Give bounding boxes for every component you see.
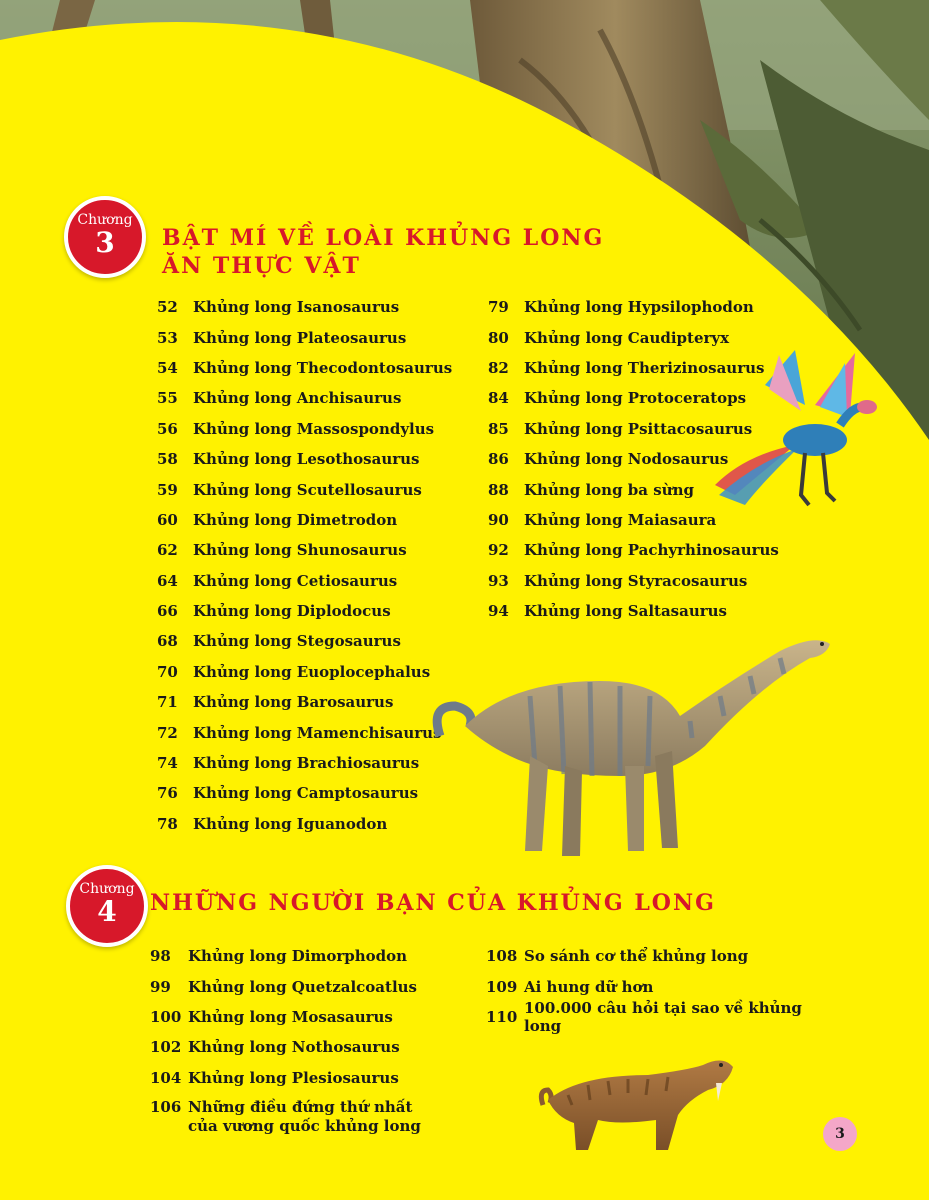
toc-page-number: 100 <box>150 1007 182 1026</box>
chapter-3-title-line2: ĂN THỰC VẬT <box>162 253 361 279</box>
toc-page-number: 82 <box>488 358 509 377</box>
toc-entry-title: Khủng long ba sừng <box>524 480 694 499</box>
toc-page-number: 99 <box>150 977 171 996</box>
toc-entry-title <box>188 1098 450 1136</box>
toc-page-number: 59 <box>157 480 178 499</box>
toc-entry-title: Khủng long Barosaurus <box>193 693 394 712</box>
toc-entry-title: Khủng long Nodosaurus <box>524 450 729 469</box>
toc-page-number: 55 <box>157 389 178 408</box>
toc-entry[interactable] <box>488 596 788 626</box>
toc-entry[interactable] <box>486 941 806 971</box>
toc-entry-title: Khủng long Brachiosaurus <box>193 754 420 773</box>
toc-page-number: 66 <box>157 602 178 621</box>
toc-entry-title: Khủng long Shunosaurus <box>193 541 407 560</box>
toc-entry-title: Khủng long Dimetrodon <box>193 510 398 529</box>
toc-entry-title: Khủng long Mosasaurus <box>188 1007 393 1026</box>
toc-entry-title: Khủng long Maiasaura <box>524 510 717 529</box>
chapter-3-badge-word: Chương <box>77 212 133 228</box>
toc-page-number: 80 <box>488 328 509 347</box>
toc-page-number: 88 <box>488 480 509 499</box>
toc-entry[interactable] <box>157 657 457 687</box>
toc-page-number: 104 <box>150 1068 182 1087</box>
chapter-4-badge-word: Chương <box>79 881 135 897</box>
toc-entry[interactable] <box>157 322 457 352</box>
toc-entry-title: Khủng long Diplodocus <box>193 602 391 621</box>
toc-page-number: 84 <box>488 389 509 408</box>
toc-entry-title: Khủng long Therizinosaurus <box>524 358 765 377</box>
toc-entry-title: Khủng long Caudipteryx <box>524 328 730 347</box>
toc-page-number: 60 <box>157 510 178 529</box>
toc-entry[interactable] <box>157 353 457 383</box>
toc-entry-title: Khủng long Anchisaurus <box>193 389 402 408</box>
toc-entry-title: Khủng long Camptosaurus <box>193 784 419 803</box>
toc-entry[interactable] <box>157 717 457 747</box>
chapter-3-badge-number: 3 <box>95 226 115 259</box>
toc-entry-title: Khủng long Cetiosaurus <box>193 571 398 590</box>
toc-page-number: 74 <box>157 754 178 773</box>
toc-entry[interactable] <box>157 687 457 717</box>
toc-entry-title: Khủng long Isanosaurus <box>193 298 400 317</box>
toc-entry-title: Khủng long Iguanodon <box>193 814 388 833</box>
toc-page-number: 90 <box>488 510 509 529</box>
toc-page-number: 54 <box>157 358 178 377</box>
toc-page-number: 68 <box>157 632 178 651</box>
toc-entry[interactable] <box>157 748 457 778</box>
chapter-4-left-list <box>150 941 450 1136</box>
toc-entry-title: Khủng long Pachyrhinosaurus <box>524 541 779 560</box>
toc-page-number: 52 <box>157 298 178 317</box>
toc-entry-title: Khủng long Stegosaurus <box>193 632 401 651</box>
toc-entry-title: Khủng long Euoplocephalus <box>193 662 431 681</box>
toc-page-number: 94 <box>488 602 509 621</box>
toc-entry-title: Khủng long Quetzalcoatlus <box>188 977 417 996</box>
toc-entry[interactable] <box>486 998 806 1035</box>
toc-page-number: 56 <box>157 419 178 438</box>
toc-entry[interactable] <box>157 596 457 626</box>
toc-page-number: 106 <box>150 1097 182 1116</box>
toc-entry-title: Khủng long Protoceratops <box>524 389 747 408</box>
toc-entry[interactable] <box>157 414 457 444</box>
toc-page-number: 102 <box>150 1038 182 1057</box>
toc-entry-title: Ai hung dữ hơn <box>524 977 654 996</box>
toc-page-number: 53 <box>157 328 178 347</box>
toc-entry[interactable] <box>157 383 457 413</box>
toc-entry-title: So sánh cơ thể khủng long <box>524 947 749 966</box>
toc-entry[interactable] <box>488 292 788 322</box>
toc-page-number: 92 <box>488 541 509 560</box>
toc-entry[interactable] <box>486 971 806 1001</box>
toc-entry[interactable] <box>157 566 457 596</box>
toc-entry[interactable] <box>488 535 788 565</box>
toc-page-number: 98 <box>150 947 171 966</box>
toc-entry-title: Khủng long Plateosaurus <box>193 328 407 347</box>
toc-entry[interactable] <box>150 1032 450 1062</box>
toc-entry-title-line1: Những điều đứng thứ nhất <box>188 1097 413 1116</box>
toc-page-number: 79 <box>488 298 509 317</box>
toc-page-number: 70 <box>157 662 178 681</box>
toc-entry[interactable] <box>150 971 450 1001</box>
toc-entry-title: Khủng long Hypsilophodon <box>524 298 754 317</box>
toc-entry-title: Khủng long Lesothosaurus <box>193 450 420 469</box>
toc-entry[interactable] <box>150 1063 450 1093</box>
chapter-4-right-list <box>486 941 806 1035</box>
toc-entry[interactable] <box>157 535 457 565</box>
toc-entry[interactable] <box>157 505 457 535</box>
toc-entry-title: Khủng long Scutellosaurus <box>193 480 422 499</box>
toc-entry-title: Khủng long Psittacosaurus <box>524 419 753 438</box>
chapter-4-badge-number: 4 <box>97 895 117 928</box>
chapter-3-badge <box>64 196 146 278</box>
chapter-3-title-line1: BẬT MÍ VỀ LOÀI KHỦNG LONG <box>162 225 605 251</box>
chapter-3-title <box>162 224 604 280</box>
toc-entry-title: Khủng long Massospondylus <box>193 419 435 438</box>
toc-page-number: 86 <box>488 450 509 469</box>
toc-entry[interactable] <box>157 474 457 504</box>
chapter-4-title: NHỮNG NGƯỜI BẠN CỦA KHỦNG LONG <box>150 890 716 916</box>
toc-entry[interactable] <box>150 1093 450 1136</box>
toc-page-number: 108 <box>486 947 518 966</box>
toc-entry[interactable] <box>157 778 457 808</box>
toc-page-number: 109 <box>486 977 518 996</box>
toc-page-number: 110 <box>486 1007 518 1026</box>
toc-entry-title: Khủng long Plesiosaurus <box>188 1068 399 1087</box>
toc-entry-title-line2: của vương quốc khủng long <box>188 1116 421 1135</box>
sabertooth-cat-illustration <box>538 1045 738 1155</box>
toc-page-number: 93 <box>488 571 509 590</box>
toc-entry[interactable] <box>157 626 457 656</box>
toc-page-number: 85 <box>488 419 509 438</box>
sauropod-illustration <box>430 626 840 858</box>
toc-page-number: 71 <box>157 693 178 712</box>
chapter-4-badge <box>66 865 148 947</box>
toc-entry-title: 100.000 câu hỏi tại sao về khủng long <box>524 998 802 1035</box>
toc-entry[interactable] <box>150 941 450 971</box>
toc-entry[interactable] <box>488 566 788 596</box>
toc-entry-title: Khủng long Saltasaurus <box>524 602 728 621</box>
toc-page-number: 76 <box>157 784 178 803</box>
page-number-badge: 3 <box>823 1117 857 1151</box>
toc-entry[interactable] <box>150 1002 450 1032</box>
toc-entry-title: Khủng long Dimorphodon <box>188 947 408 966</box>
toc-entry[interactable] <box>157 444 457 474</box>
toc-entry[interactable] <box>157 809 457 839</box>
toc-entry-title: Khủng long Mamenchisaurus <box>193 723 442 742</box>
toc-page-number: 72 <box>157 723 178 742</box>
toc-entry[interactable] <box>157 292 457 322</box>
toc-page-number: 64 <box>157 571 178 590</box>
chapter-3-left-list <box>157 292 457 839</box>
toc-page-number: 78 <box>157 814 178 833</box>
toc-entry-title: Khủng long Thecodontosaurus <box>193 358 453 377</box>
caudipteryx-illustration <box>705 345 885 515</box>
toc-page-number: 58 <box>157 450 178 469</box>
toc-entry-title: Khủng long Styracosaurus <box>524 571 748 590</box>
toc-entry-title: Khủng long Nothosaurus <box>188 1038 400 1057</box>
toc-page-number: 62 <box>157 541 178 560</box>
